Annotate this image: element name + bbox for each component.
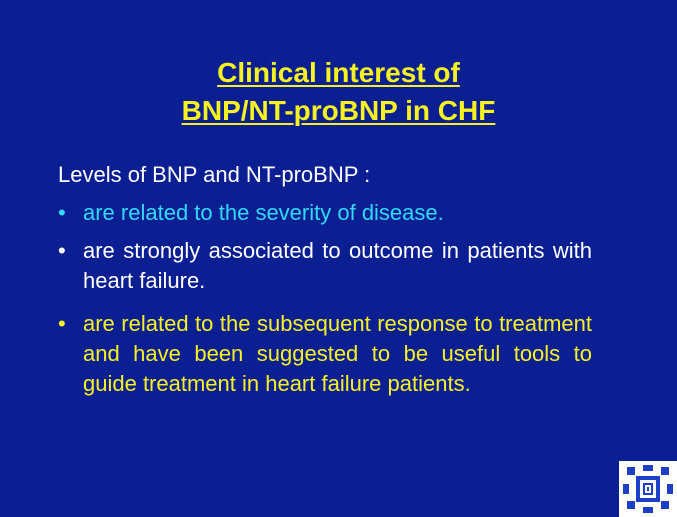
slide-title bbox=[0, 54, 677, 130]
intro-text: Levels of BNP and NT-proBNP : bbox=[58, 162, 371, 187]
bullet-marker: • bbox=[58, 238, 66, 263]
bullet-text: are related to the subsequent response to treatment and have been suggested to be useful tools to guide treatment in heart failure patients. bbox=[83, 311, 592, 396]
bullet-item-2 bbox=[58, 236, 592, 296]
bullet-item-1 bbox=[58, 198, 592, 228]
institution-logo-icon bbox=[619, 461, 677, 517]
bullet-marker: • bbox=[58, 200, 66, 225]
slide-title-line-2: BNP/NT-proBNP in CHF bbox=[181, 95, 496, 126]
bullet-marker: • bbox=[58, 311, 66, 336]
logo-graphic bbox=[619, 461, 677, 517]
bullet-text: are strongly associated to outcome in patients with heart failure. bbox=[83, 238, 592, 293]
bullet-text: are related to the severity of disease. bbox=[83, 200, 444, 225]
slide-title-line-1: Clinical interest of bbox=[217, 57, 460, 88]
bullet-item-3 bbox=[58, 309, 592, 399]
